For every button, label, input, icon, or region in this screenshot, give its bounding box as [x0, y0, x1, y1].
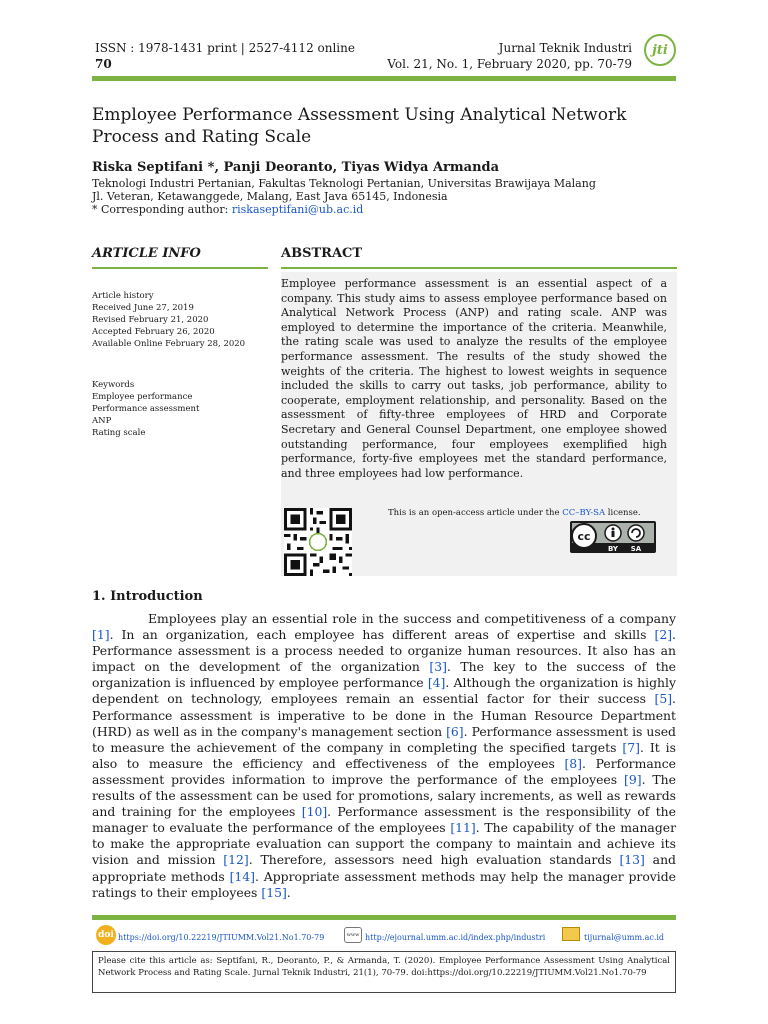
journal-website-link[interactable]: http://ejournal.umm.ac.id/index.php/industri [365, 933, 546, 942]
qr-code-icon [284, 508, 352, 576]
history-label: Article history [92, 291, 154, 301]
introduction-text: . Performance assessment provides information to improve the performance of the employees [92, 755, 676, 787]
introduction-text: . It is also to measure the efficiency and effectiveness of the employees [92, 739, 677, 771]
introduction-text: . Although the organization is highly dependent on technology, employees remain an essential factor for their success [92, 675, 676, 707]
keyword-item: Rating scale [92, 428, 146, 438]
section-heading-introduction: 1. Introduction [92, 589, 203, 604]
header-right [387, 40, 632, 72]
citation-ref-link[interactable]: [3] [429, 659, 447, 675]
email-icon [562, 927, 580, 941]
received-date: Received June 27, 2019 [92, 303, 194, 313]
corresponding-label: * Corresponding author: [92, 203, 232, 216]
doi-link[interactable]: https://doi.org/10.22219/JTIUMM.Vol21.No1.70-79 [118, 933, 325, 942]
article-info-heading: ARTICLE INFO [92, 246, 201, 261]
citation-ref-link[interactable]: [14] [229, 868, 256, 884]
journal-name: Jurnal Teknik Industri [498, 41, 632, 55]
citation-ref-link[interactable]: [10] [301, 804, 328, 820]
online-date: Available Online February 28, 2020 [92, 339, 246, 349]
volume-info: Vol. 21, No. 1, February 2020, pp. 70-79 [387, 57, 632, 71]
introduction-text: . Appropriate assessment methods may help the manager provide ratings to their employees [92, 868, 677, 900]
doi-icon: doi [96, 925, 116, 945]
journal-logo: jti [644, 34, 676, 66]
article-info-rule [92, 267, 268, 269]
introduction-text: . Performance assessment is used to measure the achievement of the company in completing the specified targets [92, 723, 676, 755]
introduction-text: . Therefore, assessors need high evaluation standards [248, 852, 620, 868]
introduction-text: . The results of the assessment can be used for promotions, salary increments, as well as rewards and training for the employees [92, 771, 676, 820]
affiliation-line-1: Teknologi Industri Pertanian, Fakultas Teknologi Pertanian, Universitas Brawijaya Malang [92, 177, 596, 190]
introduction-text: . Performance assessment is a process needed to organize human resources. It also has an impact on the development of the organization [92, 627, 676, 675]
open-access-note [388, 508, 641, 518]
introduction-text: . [286, 884, 291, 900]
introduction-text: Employees play an essential role in the success and competitiveness of a company [148, 611, 676, 626]
cc-symbol: cc [577, 530, 591, 543]
citation-ref-link[interactable]: [15] [261, 884, 287, 900]
introduction-text: . Performance assessment is imperative to be done in the Human Resource Department (HRD) as well as in the company's management section [92, 691, 676, 739]
paper-title: Employee Performance Assessment Using Analytical Network Process and Rating Scale [92, 105, 627, 147]
corresponding-author [92, 203, 596, 216]
introduction-text: . In an organization, each employee has different areas of expertise and skills [109, 627, 655, 643]
open-access-prefix: This is an open-access article under the [388, 508, 563, 518]
cc-by-label: BY [607, 545, 619, 553]
keyword-item: Performance assessment [92, 404, 200, 414]
page-number: 70 [95, 57, 112, 71]
introduction-text: . The key to the success of the organization is influenced by employee performance [92, 659, 677, 691]
affiliation [92, 177, 596, 216]
keywords-block [92, 379, 199, 439]
www-icon: www [344, 927, 362, 943]
citation-ref-link[interactable]: [13] [619, 852, 645, 868]
keyword-item: ANP [92, 416, 112, 426]
introduction-text: . The capability of the manager to make the appropriate evaluation can support the company to maintain and achieve its vision and mission [92, 820, 677, 868]
author-list: Riska Septifani *, Panji Deoranto, Tiyas Widya Armanda [92, 160, 500, 175]
citation-ref-link[interactable]: [7] [622, 739, 640, 755]
introduction-text: and appropriate methods [92, 852, 676, 884]
citation-ref-link[interactable]: [4] [427, 675, 446, 691]
cc-sa-label: SA [630, 545, 642, 553]
journal-email-link[interactable]: tijurnal@umm.ac.id [584, 933, 665, 942]
citation-ref-link[interactable]: [1] [92, 627, 110, 643]
accepted-date: Accepted February 26, 2020 [92, 327, 215, 337]
affiliation-line-2: Jl. Veteran, Ketawanggede, Malang, East Java 65145, Indonesia [92, 190, 448, 203]
abstract-heading: ABSTRACT [281, 246, 363, 261]
header-rule [92, 76, 676, 81]
revised-date: Revised February 21, 2020 [92, 315, 209, 325]
introduction-paragraph [92, 611, 676, 901]
introduction-text: . Performance assessment is the responsibility of the manager to evaluate the performance of the employees [92, 804, 676, 836]
citation-box: Please cite this article as: Septifani, R., Deoranto, P., & Armanda, T. (2020). Employee Performance Assessment Using Analytical Network Process and Rating Scale. Jurnal Teknik Industri, 21(1), 70-79. doi:https://doi.org/10.22219/JTIUMM.Vol21.No1.70-79 [92, 951, 676, 993]
keyword-item: Employee performance [92, 392, 193, 402]
citation-ref-link[interactable]: [11] [450, 820, 476, 836]
citation-ref-link[interactable]: [5] [654, 691, 673, 707]
issn-text: ISSN : 1978-1431 print | 2527-4112 online [95, 41, 355, 55]
cc-by-sa-license-icon [570, 521, 656, 553]
keywords-label: Keywords [92, 380, 135, 390]
corresponding-email-link[interactable]: riskaseptifani@ub.ac.id [231, 203, 364, 216]
citation-ref-link[interactable]: [9] [624, 771, 642, 787]
abstract-rule [281, 267, 677, 269]
open-access-suffix: license. [605, 508, 641, 518]
citation-ref-link[interactable]: [6] [446, 723, 464, 739]
citation-ref-link[interactable]: [8] [564, 755, 583, 771]
citation-ref-link[interactable]: [2] [654, 627, 673, 643]
abstract-text: Employee performance assessment is an essential aspect of a company. This study aims to assess employee performance based on Analytical Network Process (ANP) and rating scale. ANP was employed to determine the importance of the criteria. Meanwhile, the rating scale was used to analyze the results of the employee performance assessment. The results of the study showed the weights of the criteria. The highest to lowest weights in sequence included the skills to carry out tasks, job performance, ability to cooperate, employment relationship, and personality. Based on the assessment of fifty-three employees of HRD and Corporate Secretary and General Counsel Department, one employee showed outstanding performance, four employees exemplified high performance, forty-five employees met the standard performance, and three employees had low performance. [281, 277, 667, 480]
license-link[interactable]: CC–BY-SA [562, 508, 606, 518]
footer-rule [92, 915, 676, 920]
article-history [92, 290, 245, 350]
citation-ref-link[interactable]: [12] [223, 852, 249, 868]
header-left [95, 40, 355, 72]
